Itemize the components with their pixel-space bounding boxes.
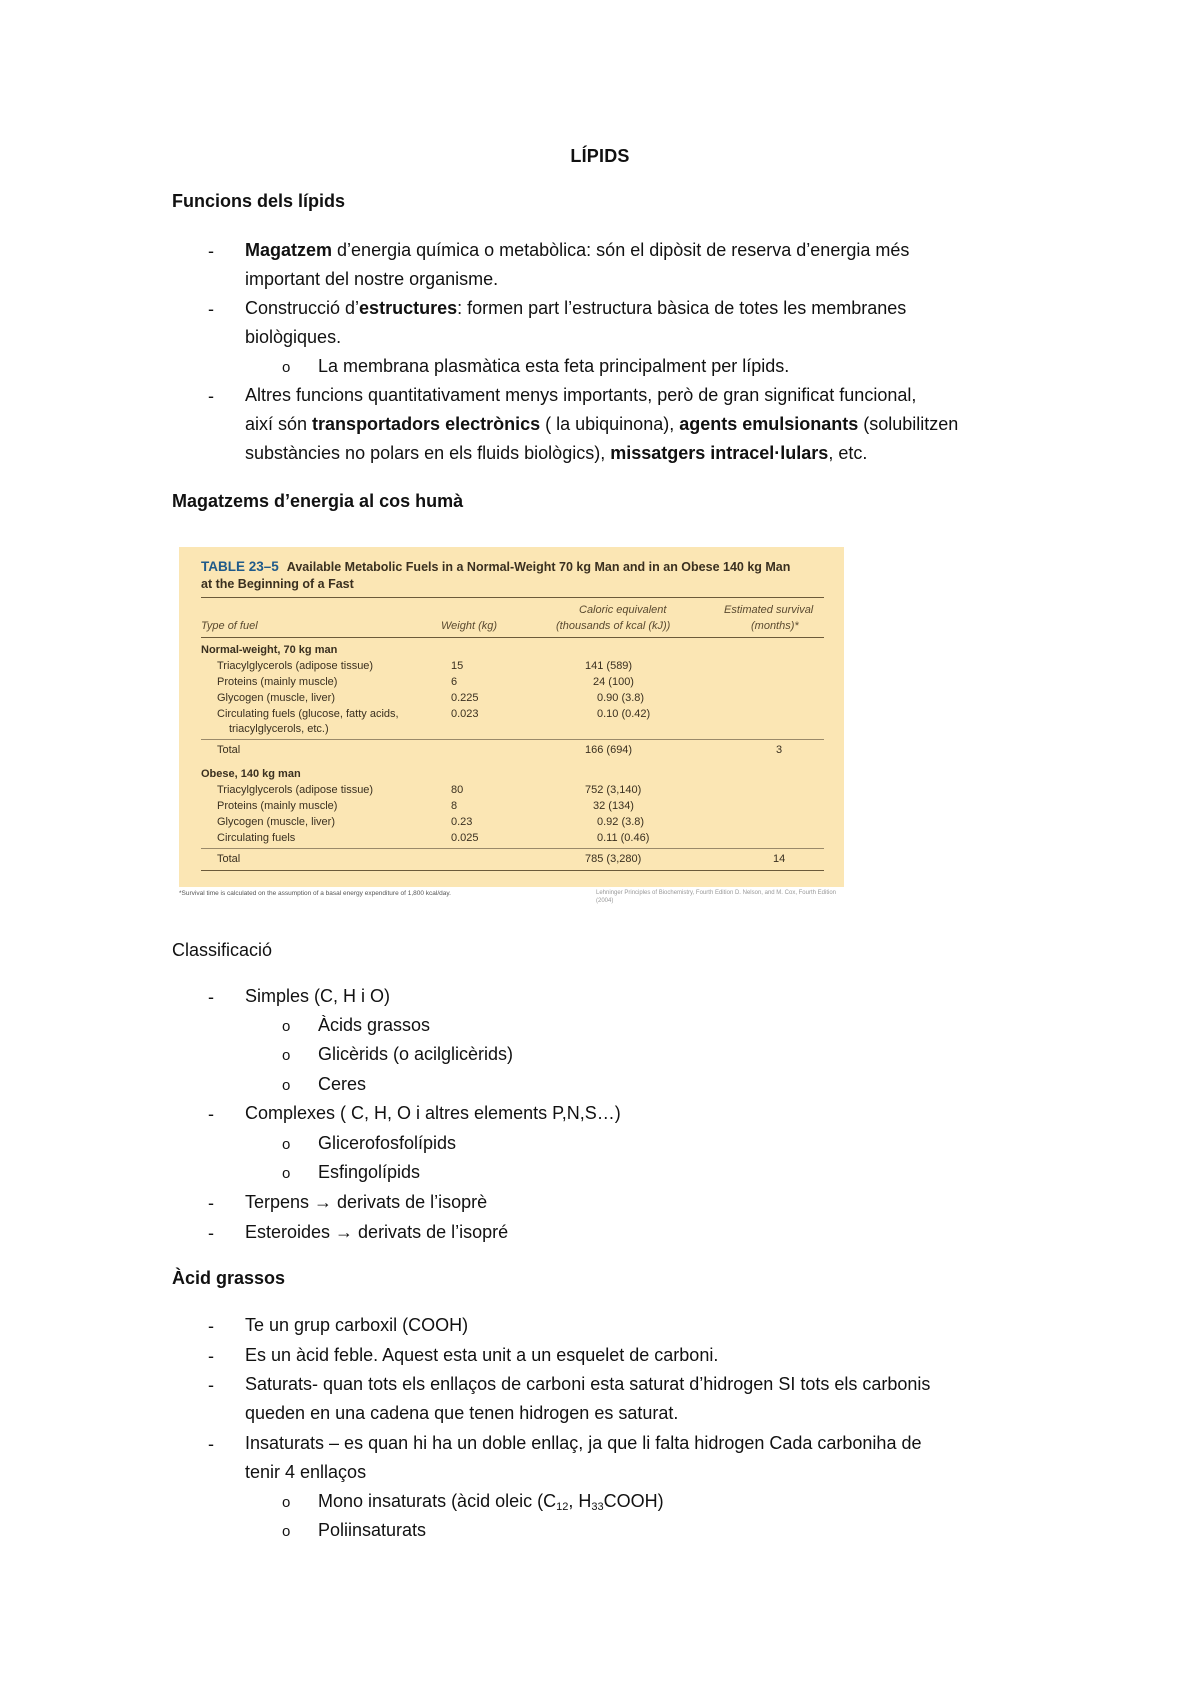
sub-bullet-circle: o (282, 1136, 291, 1153)
bullet-dash: - (208, 1316, 214, 1336)
sub-bullet-circle: o (282, 1494, 291, 1511)
sub-bullet-circle: o (282, 1077, 291, 1094)
bold-term: estructures (359, 298, 458, 318)
bullet-acid-feble: Es un àcid feble. Aquest esta unit a un esquelet de carboni. (245, 1345, 719, 1365)
page-title: LÍPIDS (570, 146, 630, 166)
bullet-carboxil: Te un grup carboxil (COOH) (245, 1315, 469, 1335)
table-rule (201, 739, 824, 740)
cell-weight: 0.23 (451, 816, 473, 828)
bold-term: agents emulsionants (679, 414, 859, 434)
bullet-dash: - (208, 987, 214, 1007)
list-item: Ceres (318, 1074, 367, 1094)
table-rule (201, 848, 824, 849)
header-weight: Weight (kg) (441, 620, 498, 632)
bullet-saturats: Saturats- quan tots els enllaços de carboni esta saturat d’hidrogen SI tots els carbonis (245, 1374, 931, 1394)
sub-bullet-circle: o (282, 359, 291, 376)
header-survival-units: (months)* (751, 620, 799, 632)
list-item-mono: Mono insaturats (àcid oleic (C12, H33COOH) (318, 1491, 664, 1513)
cell-weight: 80 (451, 784, 464, 796)
bold-term: missatgers intracel·lulars (610, 443, 829, 463)
sub-bullet-circle: o (282, 1047, 291, 1064)
cell-caloric: 0.90 (3.8) (597, 692, 645, 704)
total-survival: 14 (773, 853, 786, 865)
bullet-estructures-cont: biològiques. (245, 327, 342, 347)
fuel-table-figure (179, 547, 844, 887)
table-rule (201, 637, 824, 638)
cell-fuel: Triacylglycerols (adipose tissue) (217, 660, 374, 672)
bullet-terpens: Terpens → derivats de l’isoprè (245, 1192, 488, 1212)
table-rule (201, 870, 824, 871)
total-label: Total (217, 853, 241, 865)
cell-fuel: Glycogen (muscle, liver) (217, 816, 335, 828)
cell-caloric: 752 (3,140) (585, 784, 642, 796)
cell-caloric: 141 (589) (585, 660, 633, 672)
cell-fuel: Triacylglycerols (adipose tissue) (217, 784, 374, 796)
total-survival: 3 (776, 744, 783, 756)
bullet-magatzem: Magatzem d’energia química o metabòlica: són el dipòsit de reserva d’energia més (245, 240, 910, 260)
group-label: Normal-weight, 70 kg man (201, 644, 338, 656)
cell-caloric: 0.11 (0.46) (597, 832, 650, 844)
cell-fuel-cont: triacylglycerols, etc.) (229, 723, 329, 735)
bold-term: Magatzem (245, 240, 333, 260)
cell-fuel: Circulating fuels (glucose, fatty acids, (217, 708, 399, 720)
sub-bullet-circle: o (282, 1165, 291, 1182)
list-item: Glicerofosfolípids (318, 1133, 457, 1153)
cell-caloric: 32 (134) (593, 800, 634, 812)
bullet-saturats-cont: queden en una cadena que tenen hidrogen es saturat. (245, 1403, 679, 1423)
cell-weight: 8 (451, 800, 458, 812)
header-survival: Estimated survival (724, 604, 814, 616)
list-item: Esfingolípids (318, 1162, 421, 1182)
bullet-estructures: Construcció d’estructures: formen part l’estructura bàsica de totes les membranes (245, 298, 907, 318)
bullet-dash: - (208, 1104, 214, 1124)
cell-weight: 15 (451, 660, 464, 672)
heading-magatzems: Magatzems d’energia al cos humà (172, 491, 464, 511)
group-label: Obese, 140 kg man (201, 768, 301, 780)
table-number: TABLE 23–5 (201, 559, 279, 574)
bullet-altres-funcions-l2: així són transportadors electrònics ( la ubiquinona), agents emulsionants (solubilitzen (245, 414, 959, 434)
cell-weight: 0.023 (451, 708, 479, 720)
bold-term: transportadors electrònics (312, 414, 541, 434)
sub-bullet-circle: o (282, 1523, 291, 1540)
cell-caloric: 0.92 (3.8) (597, 816, 645, 828)
header-caloric-units: (thousands of kcal (kJ)) (556, 620, 671, 632)
bullet-altres-funcions-l3: substàncies no polars en els fluids biològics), missatgers intracel·lulars, etc. (245, 443, 868, 463)
total-label: Total (217, 744, 241, 756)
cell-caloric: 24 (100) (593, 676, 634, 688)
bullet-dash: - (208, 299, 214, 319)
bullet-dash: - (208, 1434, 214, 1454)
bullet-simples: Simples (C, H i O) (245, 986, 391, 1006)
bullet-dash: - (208, 1223, 214, 1243)
bullet-insaturats: Insaturats – es quan hi ha un doble enllaç, ja que li falta hidrogen Cada carboniha de (245, 1433, 922, 1453)
table-credit: Lehninger Principles of Biochemistry, Fourth Edition D. Nelson, and M. Cox, Fourth Edition (2004) (596, 890, 836, 904)
bullet-insaturats-cont: tenir 4 enllaços (245, 1462, 367, 1482)
list-item-poli: Poliinsaturats (318, 1520, 427, 1540)
table-footnote: *Survival time is calculated on the assumption of a basal energy expenditure of 1,800 kcal/day. (179, 890, 451, 897)
bullet-dash: - (208, 241, 214, 261)
sub-bullet-circle: o (282, 1018, 291, 1035)
cell-fuel: Proteins (mainly muscle) (217, 800, 338, 812)
total-caloric: 785 (3,280) (585, 853, 642, 865)
bullet-complexes: Complexes ( C, H, O i altres elements P,N,S…) (245, 1103, 621, 1123)
bullet-dash: - (208, 1346, 214, 1366)
bullet-dash: - (208, 386, 214, 406)
heading-funcions: Funcions dels lípids (172, 191, 346, 211)
cell-weight: 0.225 (451, 692, 479, 704)
sub-bullet-membrana: La membrana plasmàtica esta feta principalment per lípids. (318, 356, 790, 376)
cell-weight: 0.025 (451, 832, 479, 844)
bullet-esteroides: Esteroides → derivats de l’isopré (245, 1222, 509, 1242)
bullet-dash: - (208, 1375, 214, 1395)
header-caloric: Caloric equivalent (579, 604, 667, 616)
list-item: Àcids grassos (318, 1015, 431, 1035)
cell-fuel: Circulating fuels (217, 832, 296, 844)
heading-classificacio: Classificació (172, 940, 273, 960)
bullet-altres-funcions: Altres funcions quantitativament menys importants, però de gran significat funcional, (245, 385, 917, 405)
cell-fuel: Glycogen (muscle, liver) (217, 692, 335, 704)
cell-fuel: Proteins (mainly muscle) (217, 676, 338, 688)
heading-acid-grassos: Àcid grassos (172, 1268, 286, 1288)
table-caption: TABLE 23–5 Available Metabolic Fuels in a Normal-Weight 70 kg Man and in an Obese 140 kg Man (201, 559, 791, 574)
total-caloric: 166 (694) (585, 744, 633, 756)
table-caption-cont: at the Beginning of a Fast (201, 577, 354, 591)
list-item: Glicèrids (o acilglicèrids) (318, 1044, 514, 1064)
cell-caloric: 0.10 (0.42) (597, 708, 651, 720)
bullet-magatzem-cont: important del nostre organisme. (245, 269, 499, 289)
header-type: Type of fuel (201, 620, 258, 632)
table-rule (201, 597, 824, 598)
cell-weight: 6 (451, 676, 458, 688)
bullet-dash: - (208, 1193, 214, 1213)
